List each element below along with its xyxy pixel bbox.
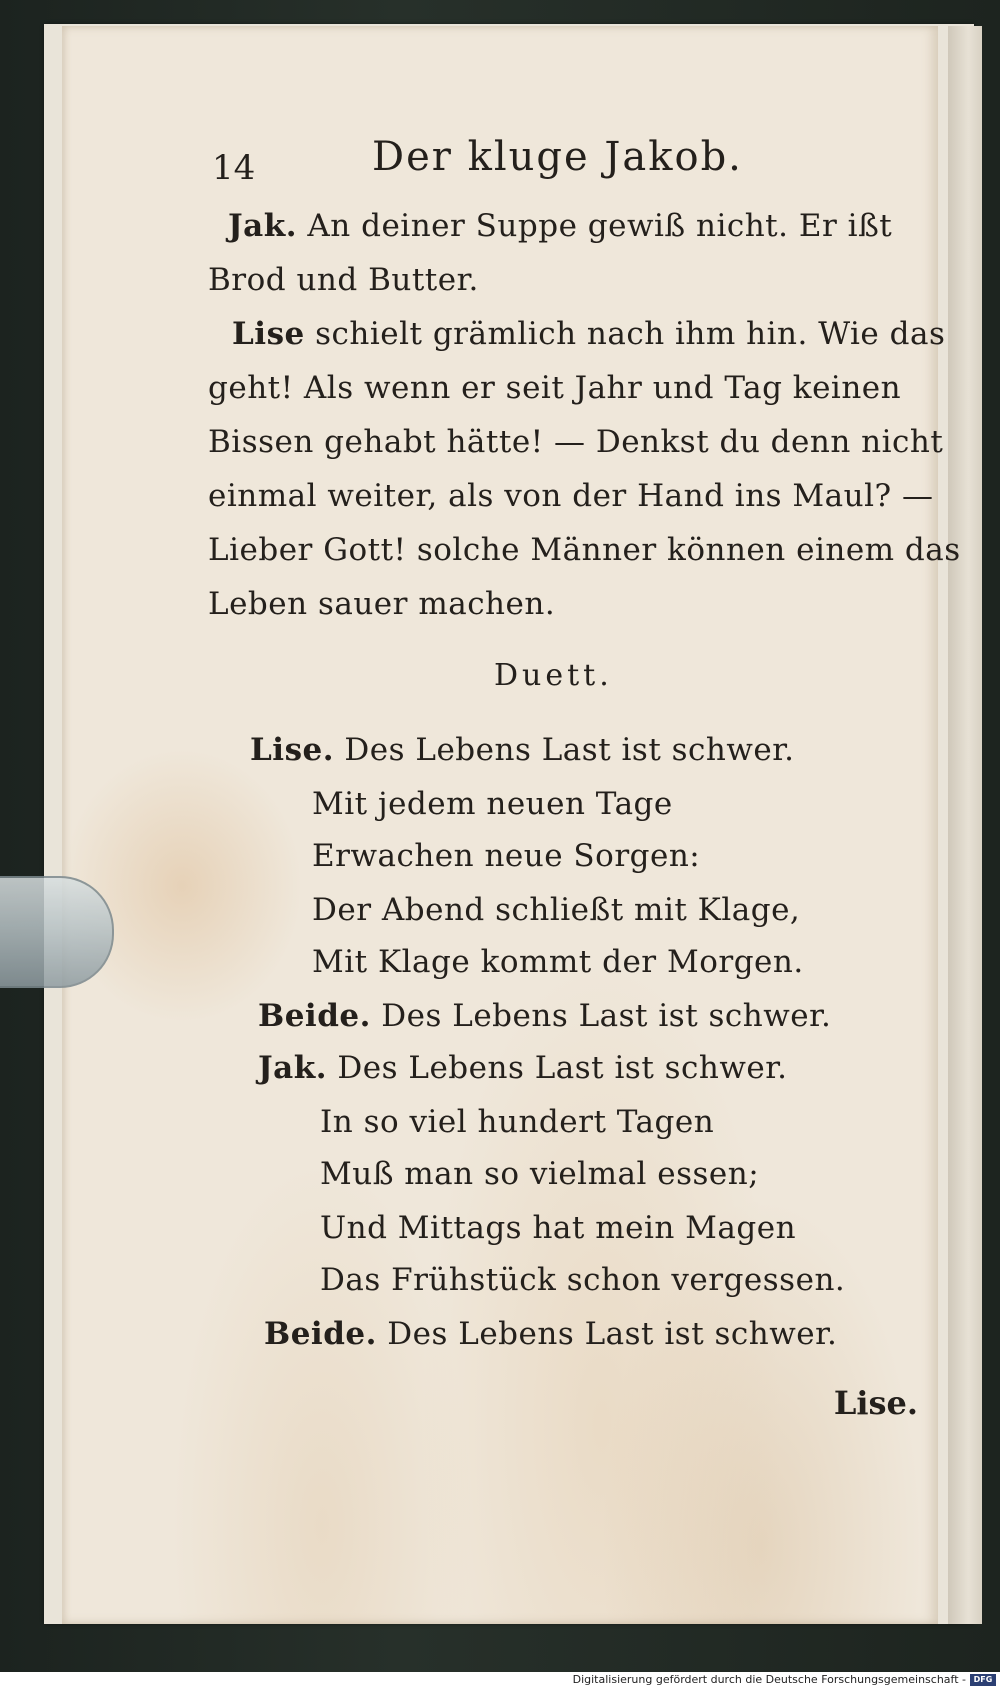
speaker-name: Lise. <box>250 732 335 768</box>
dfg-logo: DFG <box>970 1674 996 1686</box>
prose-text: geht! Als wenn er seit Jahr und Tag keinen <box>208 370 902 406</box>
prose-line <box>208 424 943 460</box>
speaker-name: Jak. <box>228 208 298 244</box>
prose-line <box>228 208 892 244</box>
verse-line <box>320 1104 714 1140</box>
verse-text: Das Frühstück schon vergessen. <box>320 1262 846 1298</box>
verse-text: In so viel hundert Tagen <box>320 1104 715 1140</box>
verse-text: Des Lebens Last ist schwer. <box>387 1316 838 1352</box>
verse-text: Des Lebens Last ist schwer. <box>337 1050 788 1086</box>
prose-text: Lieber Gott! solche Männer können einem das <box>208 532 961 568</box>
verse-text: Mit Klage kommt der Morgen. <box>312 944 804 980</box>
prose-text: Brod und Butter. <box>208 262 479 298</box>
prose-line <box>232 316 945 352</box>
verse-line <box>250 732 795 768</box>
prose-text: Bissen gehabt hätte! — Denkst du denn nicht <box>208 424 944 460</box>
verse-line <box>312 786 673 822</box>
verse-line <box>258 998 831 1034</box>
verse-line <box>312 944 804 980</box>
verse-line <box>312 838 700 874</box>
glass-clip <box>0 876 114 988</box>
verse-text: Und Mittags hat mein Magen <box>320 1210 797 1246</box>
speaker-name: Beide. <box>258 998 371 1034</box>
page-edge <box>948 26 982 1624</box>
prose-line <box>208 262 479 298</box>
prose-text: schielt grämlich nach ihm hin. Wie das <box>315 316 946 352</box>
footer-bar <box>0 1672 1000 1688</box>
prose-text: An deiner Suppe gewiß nicht. Er ißt <box>307 208 893 244</box>
page-number: 14 <box>212 148 256 188</box>
verse-text: Des Lebens Last ist schwer. <box>344 732 795 768</box>
verse-line <box>312 892 800 928</box>
prose-text: Leben sauer machen. <box>208 586 556 622</box>
catchword: Lise. <box>833 1384 918 1422</box>
verse-text: Erwachen neue Sorgen: <box>312 838 701 874</box>
verse-line <box>264 1316 837 1352</box>
verse-text: Mit jedem neuen Tage <box>312 786 673 822</box>
verse-line <box>320 1262 845 1298</box>
verse-text: Der Abend schließt mit Klage, <box>312 892 801 928</box>
prose-line <box>208 478 934 514</box>
prose-line <box>208 586 555 622</box>
verse-text: Muß man so vielmal essen; <box>320 1156 760 1192</box>
prose-line <box>208 532 961 568</box>
section-heading: Duett. <box>494 658 613 693</box>
footer-credit: Digitalisierung gefördert durch die Deutsche Forschungsgemeinschaft - <box>572 1673 966 1686</box>
verse-line <box>320 1210 796 1246</box>
book-page <box>62 26 938 1624</box>
prose-text: einmal weiter, als von der Hand ins Maul? — <box>208 478 934 514</box>
running-title: Der kluge Jakob. <box>372 134 743 180</box>
verse-text: Des Lebens Last ist schwer. <box>381 998 832 1034</box>
verse-line <box>320 1156 759 1192</box>
verse-line <box>258 1050 788 1086</box>
speaker-name: Lise <box>232 316 305 352</box>
speaker-name: Jak. <box>258 1050 328 1086</box>
speaker-name: Beide. <box>264 1316 377 1352</box>
prose-line <box>208 370 901 406</box>
